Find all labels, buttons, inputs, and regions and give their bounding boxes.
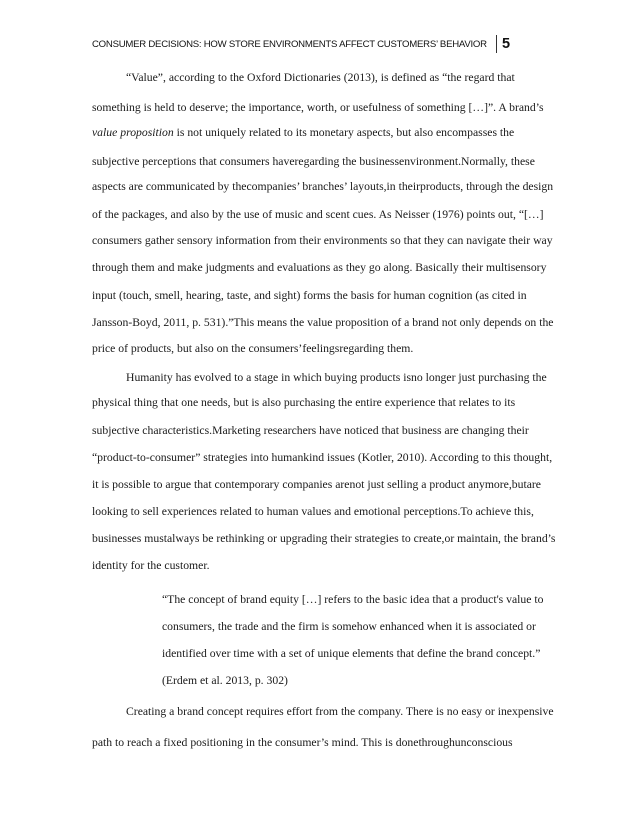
- text-line: input (touch, smell, hearing, taste, and sight) forms the basis for human cognition (as cited in: [92, 289, 527, 302]
- block-quote-line: identified over time with a set of unique elements that define the brand concept.”: [162, 647, 541, 660]
- text-line: aspects are communicated by thecompanies’ branches’ layouts,in theirproducts, through the design: [92, 180, 554, 193]
- text-line: through them and make judgments and evaluations as they go along. Basically their multisensory: [92, 261, 547, 274]
- text-line: consumers gather sensory information from their environments so that they can navigate their way: [92, 234, 553, 247]
- text-line: it is possible to argue that contemporary companies arenot just selling a product anymore,butare: [92, 478, 541, 491]
- running-title: CONSUMER DECISIONS: HOW STORE ENVIRONMENTS AFFECT CUSTOMERS’ BEHAVIOR: [92, 39, 487, 50]
- text-line: path to reach a fixed positioning in the consumer’s mind. This is donethroughunconscious: [92, 736, 513, 749]
- text-line: identity for the customer.: [92, 559, 210, 572]
- block-quote-citation: (Erdem et al. 2013, p. 302): [162, 674, 288, 687]
- text-line: looking to sell experiences related to human values and emotional perceptions.To achieve this,: [92, 505, 534, 518]
- text-line: price of products, but also on the consumers’feelingsregarding them.: [92, 342, 414, 355]
- text-line: something is held to deserve; the importance, worth, or usefulness of something […]”. A brand’s: [92, 101, 544, 114]
- text-line: [92, 125, 514, 141]
- text-fragment: is not uniquely related to its monetary aspects, but also encompasses the: [176, 126, 515, 139]
- text-line: “product-to-consumer” strategies into humankind issues (Kotler, 2010). According to this thought,: [92, 451, 553, 464]
- text-line: physical thing that one needs, but is also purchasing the entire experience that relates to its: [92, 396, 516, 409]
- text-line: “Value”, according to the Oxford Dictionaries (2013), is defined as “the regard that: [126, 71, 515, 84]
- block-quote-line: “The concept of brand equity […] refers to the basic idea that a product's value to: [162, 593, 544, 606]
- text-line: subjective perceptions that consumers haveregarding the businessenvironment.Normally, these: [92, 155, 535, 168]
- page-number: 5: [496, 35, 510, 53]
- block-quote-line: consumers, the trade and the firm is somehow enhanced when it is associated or: [162, 620, 536, 633]
- text-line: businesses mustalways be rethinking or upgrading their strategies to create,or maintain, the brand’s: [92, 532, 556, 545]
- italic-term: value proposition: [92, 126, 174, 139]
- running-head: [92, 35, 548, 57]
- text-line: Humanity has evolved to a stage in which buying products isno longer just purchasing the: [126, 371, 547, 384]
- text-line: of the packages, and also by the use of music and scent cues. As Neisser (1976) points out, “[…]: [92, 208, 544, 221]
- text-line: Creating a brand concept requires effort from the company. There is no easy or inexpensive: [126, 705, 554, 718]
- text-line: Jansson-Boyd, 2011, p. 531).”This means the value proposition of a brand not only depends on the: [92, 316, 554, 329]
- text-line: subjective characteristics.Marketing researchers have noticed that business are changing their: [92, 424, 529, 437]
